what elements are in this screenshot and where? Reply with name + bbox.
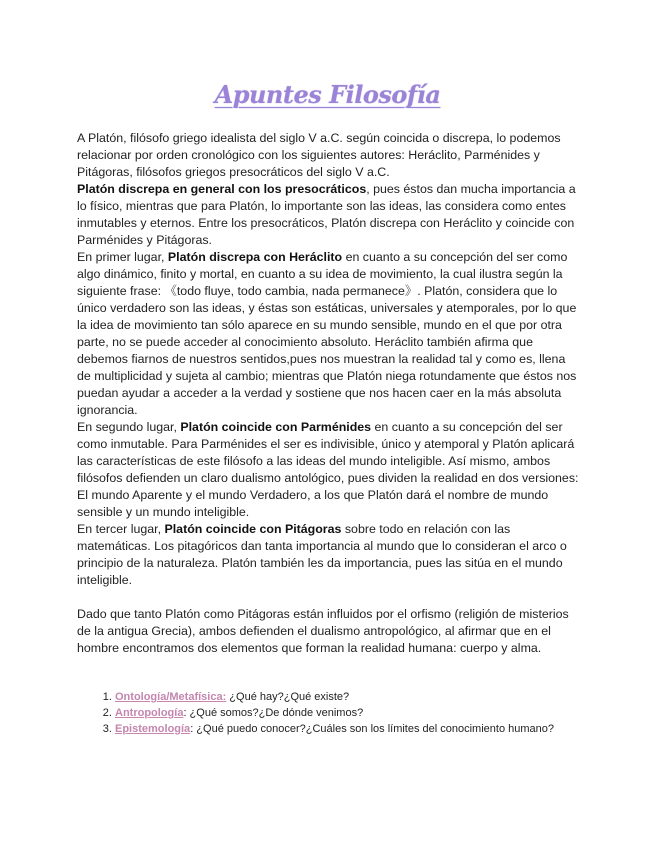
paragraph-parmenides-text: en cuanto a su concepción del ser como inmutable. Para Parménides el ser es indivisible, único y atemporal y Platón aplicará las características de este filósofo a las ideas del mundo inteligible. Así mismo, ambos filósofos defienden un claro dualismo antológico, pues dividen la realidad en dos versiones: El mundo Aparente y el mundo Verdadero, a los que Platón dará el nombre de mundo sensible y un mundo inteligible. [77,420,579,519]
document-title: Apuntes Filosofía [214,80,441,109]
paragraph-presocraticos-text: , pues éstos dan mucha importancia a lo físico, mientras que para Platón, lo importante son las ideas, las considera como entes inmutables y eternos. Entre los presocráticos, Platón discrepa con Heráclito y coincide con Parménides y Pitágoras. [77,182,576,247]
list-item: 3. Epistemología: ¿Qué puedo conocer?¿Cuáles son los límites del conocimiento humano? [115,721,565,737]
paragraph-presocraticos [77,181,582,249]
list-item: 1. Ontología/Metafísica: ¿Qué hay?¿Qué existe? [115,689,565,705]
paragraph-heraclito-text: en cuanto a su concepción del ser como algo dinámico, finito y mortal, en cuanto a su idea de movimiento, la cual ilustra según la siguiente frase: 《todo fluye, todo cambia, nada permanece》. Platón, considera que lo único verdadero son las ideas, y éstas son estáticas, universales y atemporales, por lo que la idea de movimiento tan sólo aparece en su mundo sensible, mundo en el que por otra parte, no se puede acceder al conocimiento absoluto. Heráclito también afirma que debemos fiarnos de nuestros sentidos,pues nos muestran la realidad tal y como es, llena de multiplicidad y sujeta al cambio; mientras que Platón niega rotundamente que éstos nos puedan ayudar a acceder a la verdad y sostiene que nos hacen caer en la más absoluta ignorancia. [77,250,577,417]
paragraph-orfismo: Dado que tanto Platón como Pitágoras están influidos por el orfismo (religión de misterios de la antigua Grecia), ambos defienden el dualismo antropológico, al afirmar que en el hombre encontramos dos elementos que forman la realidad humana: cuerpo y alma. [77,607,569,655]
paragraph-pitagoras-text: sobre todo en relación con las matemáticas. Los pitagóricos dan tanta importancia al mundo que lo consideran el arco o principio de la naturaleza. Platón también les da importancia, pues las sitúa en el mundo inteligible. [77,522,567,587]
document-body [77,130,582,657]
paragraph-pitagoras: En tercer lugar, Platón coincide con Pitágoras sobre todo en relación con las matemáticas. Los pitagóricos dan tanta importancia al mundo que lo consideran el arco o principio de la naturaleza. Platón también les da importancia, pues las sitúa en el mundo inteligible. [77,522,567,587]
term-antropologia: Antropología [115,707,184,719]
list-item: 2. Antropología: ¿Qué somos?¿De dónde venimos? [115,705,565,721]
term-ontologia: Ontología/Metafísica: [115,691,227,703]
paragraph-heraclito-bold: Platón discrepa con Heráclito [167,250,343,264]
philosophy-branches-list [93,689,565,737]
paragraph-pitagoras-bold: Platón coincide con Pitágoras [164,522,342,536]
paragraph-parmenides-bold: Platón coincide con Parménides [180,420,372,434]
paragraph-heraclito: En primer lugar, Platón discrepa con Heráclito en cuanto a su concepción del ser como algo dinámico, finito y mortal, en cuanto a su idea de movimiento, la cual ilustra según la siguiente frase: 《todo fluye, todo cambia, nada permanece》. Platón, considera que lo único verdadero son las ideas, y éstas son estáticas, universales y atemporales, por lo que la idea de movimiento tan sólo aparece en su mundo sensible, mundo en el que por otra parte, no se puede acceder al conocimiento absoluto. Heráclito también afirma que debemos fiarnos de nuestros sentidos,pues nos muestran la realidad tal y como es, llena de multiplicidad y sujeta al cambio; mientras que Platón niega rotundamente que éstos nos puedan ayudar a acceder a la verdad y sostiene que nos hacen caer en la más absoluta ignorancia. [77,250,577,417]
intro-paragraph: A Platón, filósofo griego idealista del siglo V a.C. según coincida o discrepa, lo podemos relacionar por orden cronológico con los siguientes autores: Heráclito, Parménides y Pitágoras, filósofos griegos presocráticos del siglo V a.C. [77,131,561,179]
paragraph-parmenides: En segundo lugar, Platón coincide con Parménides en cuanto a su concepción del ser como inmutable. Para Parménides el ser es indivisible, único y atemporal y Platón aplicará las características de este filósofo a las ideas del mundo inteligible. Así mismo, ambos filósofos defienden un claro dualismo antológico, pues dividen la realidad en dos versiones: El mundo Aparente y el mundo Verdadero, a los que Platón dará el nombre de mundo sensible y un mundo inteligible. [77,420,579,519]
paragraph-spacer [77,589,582,606]
paragraph-presocraticos-bold: Platón discrepa en general con los presocráticos [77,182,367,196]
term-epistemologia: Epistemología [115,723,191,735]
